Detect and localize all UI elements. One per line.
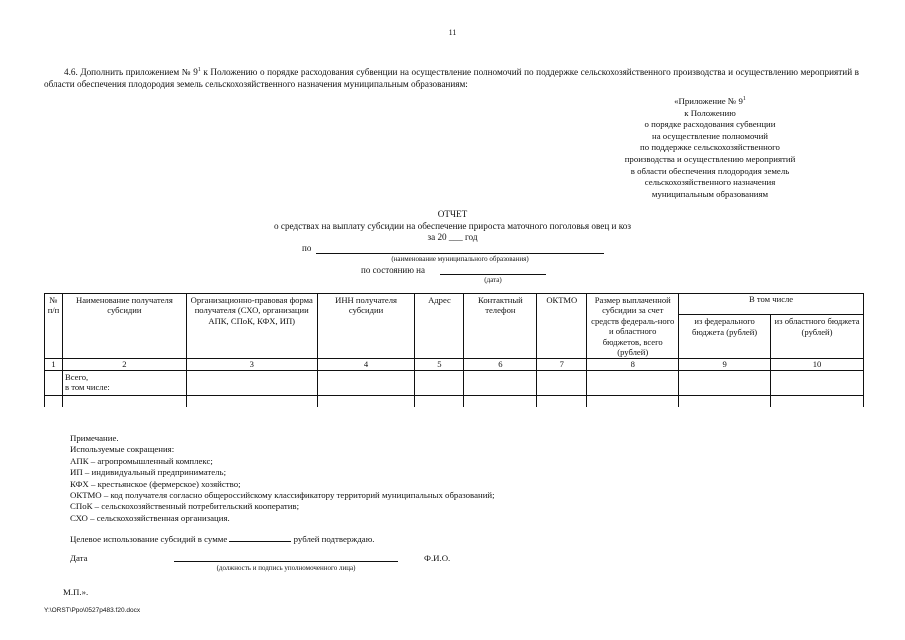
appendix-line: на осуществление полномочий	[651, 130, 768, 141]
report-year: за 20 ___ год	[427, 232, 478, 242]
table-cell	[186, 395, 317, 407]
column-number: 9	[679, 359, 771, 370]
section-paragraph	[44, 66, 859, 90]
appendix-line: о порядке расходования субвенции	[644, 119, 776, 130]
notes-line: ОКТМО – код получателя согласно общероссийскому классификатору территорий муниципальных образований;	[70, 490, 495, 501]
header-num: № п/п	[45, 294, 63, 359]
table-cell	[679, 370, 771, 395]
table-cell	[679, 395, 771, 407]
header-name: Наименование получателя субсидии	[62, 294, 186, 359]
column-number-row	[45, 359, 864, 370]
municipality-field-line	[316, 253, 604, 254]
column-number: 4	[317, 359, 415, 370]
state-date-label: по состоянию на	[361, 265, 425, 275]
table-cell	[415, 370, 464, 395]
table-cell	[62, 395, 186, 407]
usage-text-before: Целевое использование субсидий в сумме	[70, 534, 230, 544]
total-row	[45, 370, 864, 395]
column-number: 6	[464, 359, 537, 370]
column-number: 8	[587, 359, 679, 370]
signature-hint: (должность и подпись уполномоченного лица)	[216, 564, 356, 572]
header-phone: Контактный телефон	[464, 294, 537, 359]
table-cell	[771, 395, 864, 407]
appendix-line: по поддержке сельскохозяйственного	[640, 142, 780, 153]
header-regional: из областного бюджета (рублей)	[771, 315, 864, 359]
column-number: 7	[537, 359, 587, 370]
section-text-part1: 4.6. Дополнить приложением № 9	[64, 67, 198, 77]
notes-line: КФХ – крестьянское (фермерское) хозяйство;	[70, 478, 241, 489]
section-superscript: 1	[197, 66, 201, 73]
notes-line: СХО – сельскохозяйственная организация.	[70, 512, 230, 523]
signature-line	[174, 561, 398, 562]
total-label-cell	[62, 370, 186, 395]
notes-title: Примечание.	[70, 433, 119, 443]
column-number: 2	[62, 359, 186, 370]
header-address: Адрес	[415, 294, 464, 359]
amount-blank-line	[229, 533, 291, 542]
table-row	[45, 395, 864, 407]
table-cell	[464, 370, 537, 395]
header-inn: ИНН получателя субсидии	[317, 294, 415, 359]
table-cell	[317, 370, 415, 395]
notes-line: ИП – индивидуальный предприниматель;	[70, 467, 227, 478]
column-number: 1	[45, 359, 63, 370]
usage-confirmation	[70, 533, 374, 544]
table-cell	[537, 395, 587, 407]
table-cell	[771, 370, 864, 395]
report-subtitle: о средствах на выплату субсидии на обеспечение прироста маточного поголовья овец и коз	[274, 220, 631, 231]
state-date-field-line	[440, 274, 546, 275]
appendix-title-text: «Приложение № 9	[674, 96, 743, 106]
including-label: в том числе:	[64, 382, 110, 393]
report-title: ОТЧЕТ	[437, 209, 468, 219]
table-header-row	[45, 294, 864, 315]
table-cell	[45, 370, 63, 395]
header-including: В том числе	[679, 294, 864, 315]
stamp-label: М.П.».	[63, 587, 89, 597]
table-cell	[464, 395, 537, 407]
report-table	[44, 293, 864, 407]
appendix-line: муниципальным образованиям	[651, 188, 769, 199]
header-amount: Размер выплаченной субсидии за счет средств федераль-ного и областного бюджетов, всего (рублей)	[587, 294, 679, 359]
table-cell	[537, 370, 587, 395]
appendix-line: к Положению	[684, 107, 736, 118]
table-cell	[587, 395, 679, 407]
appendix-superscript: 1	[742, 96, 746, 103]
table-cell	[186, 370, 317, 395]
notes-line: Используемые сокращения:	[70, 444, 175, 455]
section-text-part2: к Положению о порядке расходования субвенции на осуществление полномочий по поддержке сельскохозяйственного производства и осуществлению мероприятий в области обеспечения плодородия земель сельскохозяйственного назначения муниципальным образованиям:	[44, 67, 860, 89]
column-number: 5	[415, 359, 464, 370]
page-number: 11	[448, 28, 457, 37]
state-date-hint: (дата)	[484, 276, 502, 284]
file-path: Y:\ORST\Ppo\0527p483.f20.docx	[44, 607, 141, 614]
total-label: Всего,	[64, 371, 89, 382]
appendix-line: в области обеспечения плодородия земель	[630, 165, 790, 176]
appendix-title	[560, 96, 860, 108]
table-cell	[415, 395, 464, 407]
notes-line: СПоК – сельскохозяйственный потребительский кооператив;	[70, 501, 300, 512]
fio-label: Ф.И.О.	[424, 553, 451, 563]
appendix-line: сельскохозяйственного назначения	[644, 177, 776, 188]
header-oktmo: ОКТМО	[537, 294, 587, 359]
municipality-hint: (наименование муниципального образования)	[391, 255, 529, 263]
usage-text-after: рублей подтверждаю.	[291, 534, 375, 544]
header-org-form: Организационно-правовая форма получателя (СХО, организации АПК, СПоК, КФХ, ИП)	[186, 294, 317, 359]
table-cell	[317, 395, 415, 407]
report-title-block	[0, 209, 905, 244]
appendix-line: производства и осуществлению мероприятий	[624, 153, 796, 164]
table-cell	[45, 395, 63, 407]
notes-line: АПК – агропромышленный комплекс;	[70, 455, 213, 466]
table-cell	[587, 370, 679, 395]
notes-block	[70, 433, 495, 524]
date-label: Дата	[70, 553, 88, 563]
column-number: 3	[186, 359, 317, 370]
header-federal: из федерального бюджета (рублей)	[679, 315, 771, 359]
appendix-header	[560, 96, 860, 200]
column-number: 10	[771, 359, 864, 370]
municipality-label: по	[302, 243, 312, 253]
